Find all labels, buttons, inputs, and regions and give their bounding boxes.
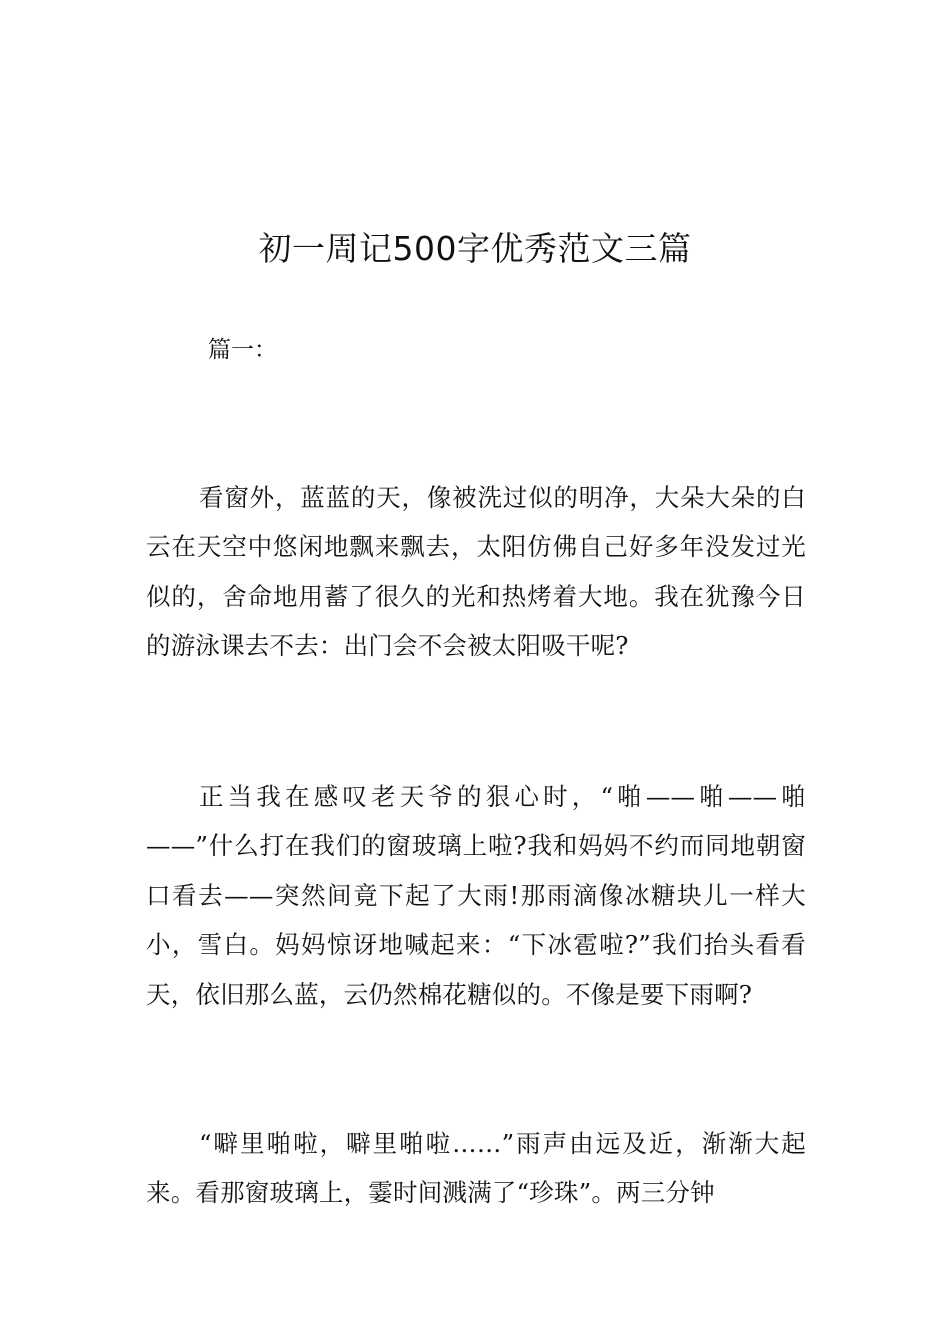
section-label: 篇一： xyxy=(208,337,277,363)
document-title: 初一周记500字优秀范文三篇 xyxy=(258,229,692,268)
paragraph-1: 看窗外，蓝蓝的天，像被洗过似的明净，大朵大朵的白云在天空中悠闲地飘来飘去，太阳仿佛自己好多年没发过光似的，舍命地用蓄了很久的光和热烤着大地。我在犹豫今日的游泳课去不去：出门会不会被太阳吸干呢? xyxy=(146,483,806,661)
paragraph-2: 正当我在感叹老天爷的狠心时，“啪——啪——啪——”什么打在我们的窗玻璃上啦?我和妈妈不约而同地朝窗口看去——突然间竟下起了大雨!那雨滴像冰糖块儿一样大小，雪白。妈妈惊讶地喊起来：“下冰雹啦?”我们抬头看看天，依旧那么蓝，云仍然棉花糖似的。不像是要下雨啊? xyxy=(146,782,806,1009)
paragraph-3: “噼里啪啦，噼里啪啦……”雨声由远及近，渐渐大起来。看那窗玻璃上，霎时间溅满了“珍珠”。两三分钟 xyxy=(146,1129,806,1208)
